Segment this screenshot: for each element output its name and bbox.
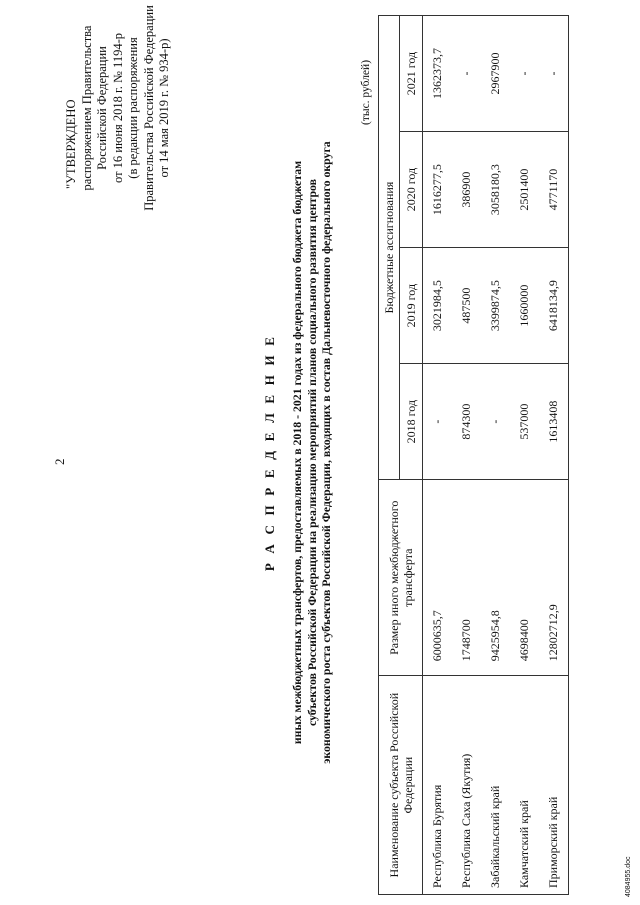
approval-line: Российской Федерации	[95, 46, 109, 170]
cell-2020: 1616277,5	[423, 132, 453, 248]
cell-total: 6000635,7	[423, 480, 453, 676]
subtitle-line: иных межбюджетных трансфертов, предоставляемых в 2018 - 2021 годах из федерального бюджета бюджетам	[290, 160, 304, 745]
document-id: 4084955.doc	[625, 856, 632, 897]
unit-label: (тыс. рублей)	[360, 59, 372, 125]
cell-2020: 2501400	[510, 132, 539, 248]
subtitle-line: субъектов Российской Федерации на реализацию мероприятий планов социального развития центров	[304, 179, 319, 727]
cell-total: 1748700	[452, 480, 481, 676]
cell-total: 4698400	[510, 480, 539, 676]
table-row	[510, 16, 539, 895]
table-row	[423, 16, 453, 895]
cell-2021: -	[539, 16, 569, 132]
cell-2021: 2967900	[481, 16, 510, 132]
header-year: 2020 год	[400, 132, 423, 248]
cell-total: 12802712,9	[539, 480, 569, 676]
approval-line: (в редакции распоряжения	[126, 37, 140, 179]
header-year: 2019 год	[400, 248, 423, 364]
cell-2019: 1660000	[510, 248, 539, 364]
table-row	[452, 16, 481, 895]
cell-2018: 1613408	[539, 364, 569, 480]
header-year: 2018 год	[400, 364, 423, 480]
cell-total: 9425954,8	[481, 480, 510, 676]
cell-2018: -	[423, 364, 453, 480]
approval-line: распоряжением Правительства	[79, 25, 94, 191]
cell-2019: 487500	[452, 248, 481, 364]
cell-2020: 4771170	[539, 132, 569, 248]
allocation-table	[378, 15, 569, 895]
cell-2021: 1362373,7	[423, 16, 453, 132]
subtitle-line: экономического роста субъектов Российской Федерации, входящих в состав Дальневосточного федерального округа	[319, 141, 333, 764]
approval-stamp	[64, 3, 173, 213]
table-row	[539, 16, 569, 895]
cell-region: Камчатский край	[510, 676, 539, 895]
approval-heading: "УТВЕРЖДЕНО	[64, 99, 78, 189]
cell-2020: 3058180,3	[481, 132, 510, 248]
header-budget-group: Бюджетные ассигнования	[379, 16, 400, 480]
cell-2018: 874300	[452, 364, 481, 480]
header-region: Наименование субъекта Российской Федерации	[379, 676, 423, 895]
approval-line: от 16 июня 2018 г. № 1194-р	[110, 33, 125, 183]
cell-2020: 386900	[452, 132, 481, 248]
cell-2018: 537000	[510, 364, 539, 480]
cell-region: Забайкальский край	[481, 676, 510, 895]
document-subtitle	[290, 60, 334, 845]
cell-2021: -	[510, 16, 539, 132]
approval-line: от 14 мая 2019 г. № 934-р)	[157, 38, 171, 178]
header-year: 2021 год	[400, 16, 423, 132]
document-title: Р А С П Р Е Д Е Л Е Н И Е	[262, 333, 277, 572]
cell-2019: 6418134,9	[539, 248, 569, 364]
cell-2019: 3021984,5	[423, 248, 453, 364]
header-total: Размер иного межбюджетного трансферта	[379, 480, 423, 676]
approval-line: Правительства Российской Федерации	[141, 5, 156, 211]
cell-region: Республика Бурятия	[423, 676, 453, 895]
cell-region: Приморский край	[539, 676, 569, 895]
cell-2018: -	[481, 364, 510, 480]
cell-2021: -	[452, 16, 481, 132]
table-row	[481, 16, 510, 895]
cell-region: Республика Саха (Якутия)	[452, 676, 481, 895]
cell-2019: 3399874,5	[481, 248, 510, 364]
page-number: 2	[52, 458, 67, 465]
